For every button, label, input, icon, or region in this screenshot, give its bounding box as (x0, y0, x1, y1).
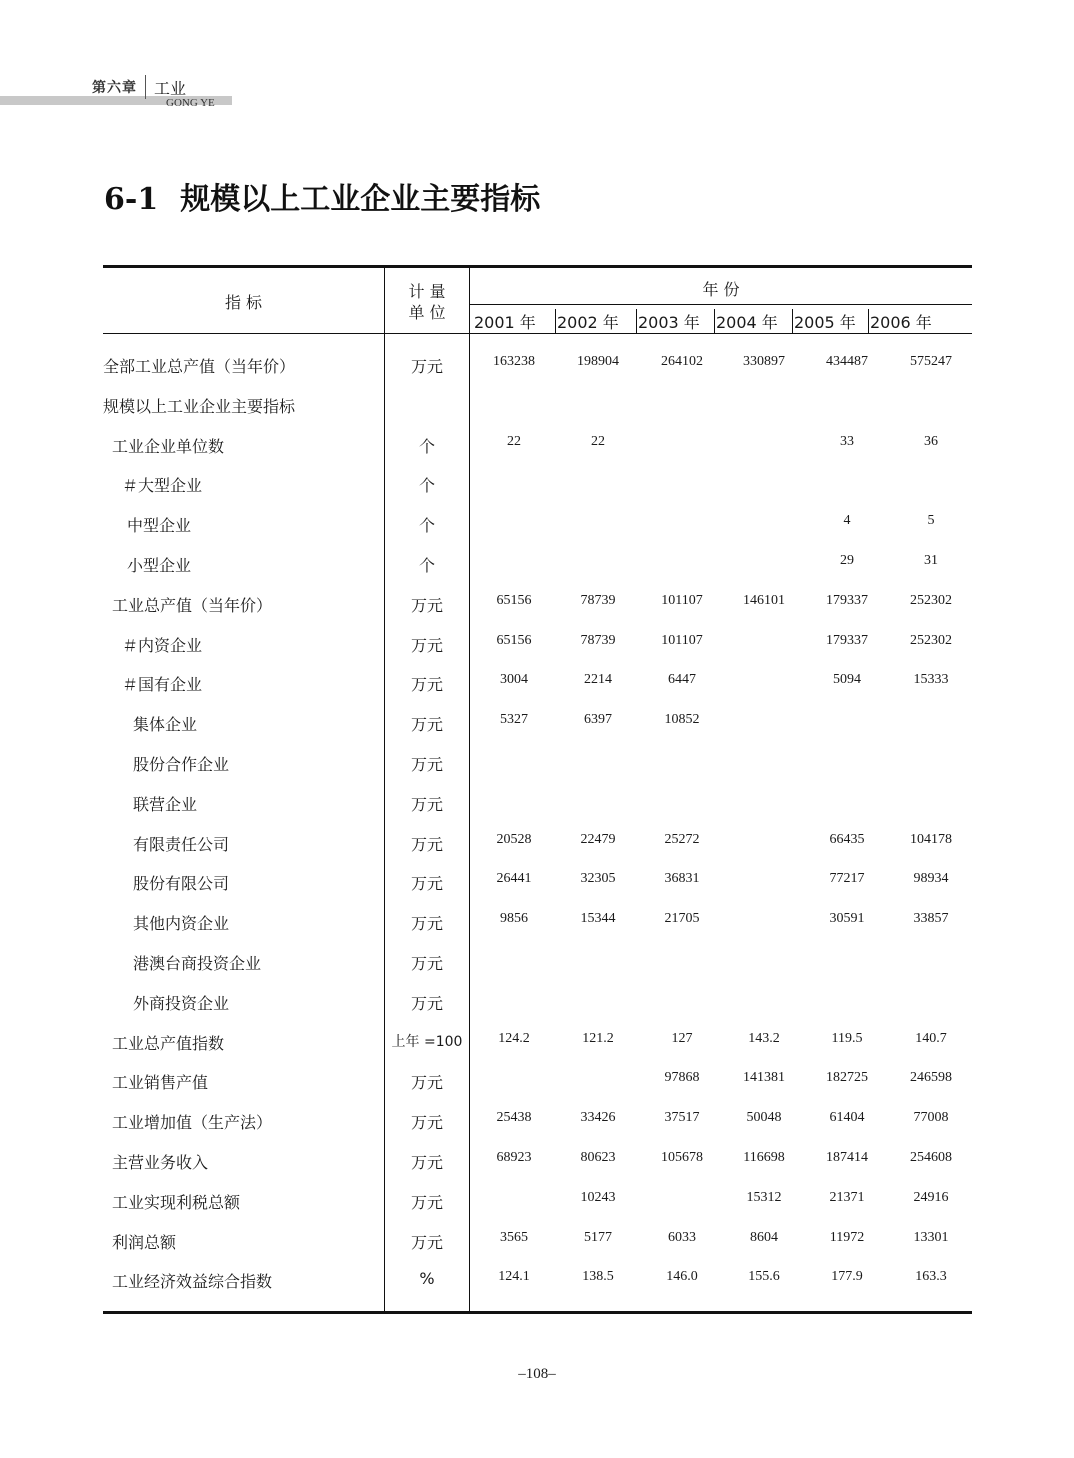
table-row (0, 792, 1074, 832)
table-row (0, 1230, 1074, 1270)
row-label: 集体企业 (133, 715, 198, 735)
row-value: 33857 (913, 911, 949, 927)
chapter-divider (145, 75, 146, 99)
row-value: 246598 (910, 1070, 952, 1086)
year-column-tick (555, 309, 556, 333)
table-bottom-rule (103, 1311, 972, 1314)
table-row (0, 593, 1074, 633)
header-unit-line2: 单 位 (408, 303, 446, 322)
row-value: 146.0 (666, 1269, 698, 1285)
row-label: 工业总产值指数 (112, 1033, 225, 1053)
table-row (0, 633, 1074, 673)
header-unit (385, 281, 469, 323)
row-value: 78739 (580, 592, 616, 608)
row-unit: 上年 =100 (391, 1033, 463, 1050)
row-value: 116698 (743, 1150, 785, 1165)
row-value: 33426 (580, 1110, 616, 1126)
row-value: 6447 (668, 672, 696, 688)
row-value: 187414 (826, 1150, 868, 1165)
row-unit: 万元 (410, 1153, 443, 1172)
row-value: 143.2 (748, 1030, 780, 1046)
row-value: 50048 (746, 1110, 782, 1126)
row-value: 66435 (829, 831, 865, 847)
header-indicator: 指 标 (224, 293, 263, 312)
row-unit: 万元 (410, 1113, 443, 1133)
row-unit: 万元 (410, 874, 443, 894)
row-value: 140.7 (915, 1030, 947, 1046)
row-value: 97868 (664, 1070, 700, 1086)
row-value: 65156 (496, 592, 532, 608)
year-column-tick (636, 309, 637, 333)
row-unit: 万元 (410, 1232, 443, 1252)
row-value: 101107 (661, 592, 703, 608)
row-unit: 万元 (410, 954, 443, 973)
row-value: 29 (840, 553, 854, 568)
table-row (0, 911, 1074, 951)
row-unit: 万元 (410, 715, 443, 735)
row-value: 36 (924, 433, 938, 449)
row-value: 31 (924, 553, 938, 568)
year-header-4 (714, 309, 778, 333)
row-value: 330897 (743, 354, 785, 369)
row-value: 9856 (500, 911, 528, 927)
table-row (0, 1269, 1074, 1309)
row-label: 主营业务收入 (112, 1153, 209, 1172)
year-column-tick (868, 309, 869, 333)
row-value: 11972 (829, 1229, 865, 1245)
row-value: 78739 (580, 632, 616, 648)
row-value: 13301 (913, 1229, 949, 1245)
table-number: 6-1 (104, 182, 159, 217)
row-label: 规模以上工业企业主要指标 (103, 396, 296, 416)
row-value: 179337 (826, 592, 868, 608)
row-label: 工业实现利税总额 (112, 1192, 241, 1212)
row-value: 105678 (661, 1150, 703, 1165)
year-header-5 (792, 309, 856, 333)
row-label: 联营企业 (133, 794, 198, 814)
row-value: 3004 (500, 672, 528, 688)
year-label: 2004 年 (716, 312, 778, 332)
table-title: 规模以上工业企业主要指标 (180, 182, 541, 217)
row-value: 2214 (584, 672, 612, 688)
year-label: 2002 年 (557, 312, 619, 332)
row-value: 37517 (664, 1110, 700, 1126)
table-row (0, 513, 1074, 553)
table-row (0, 672, 1074, 712)
row-value: 124.2 (498, 1030, 530, 1046)
row-value: 15333 (913, 672, 949, 688)
row-unit: 万元 (410, 595, 443, 615)
row-value: 6033 (668, 1229, 696, 1245)
row-unit: 万元 (410, 755, 443, 774)
row-value: 264102 (661, 354, 703, 369)
table-row (0, 752, 1074, 792)
row-label: 工业增加值（生产法） (112, 1113, 273, 1133)
row-value: 575247 (910, 354, 952, 369)
row-unit: 万元 (410, 794, 443, 814)
year-header-6 (868, 309, 932, 333)
row-value: 104178 (910, 831, 952, 847)
row-value: 65156 (496, 632, 532, 648)
row-label: 股份合作企业 (133, 755, 230, 774)
row-value: 434487 (826, 354, 868, 369)
page-title (104, 174, 540, 218)
row-label: 工业企业单位数 (112, 436, 225, 456)
table-row (0, 394, 1074, 434)
year-label: 2005 年 (794, 312, 856, 332)
table-row (0, 1150, 1074, 1190)
row-label: 全部工业总产值（当年价） (103, 357, 296, 376)
row-value: 10852 (664, 712, 700, 728)
row-value: 8604 (750, 1229, 778, 1245)
row-value: 141381 (743, 1070, 785, 1086)
page-number: –108– (518, 1366, 556, 1382)
row-label: ＃国有企业 (122, 675, 203, 695)
row-label: 港澳台商投资企业 (133, 954, 262, 973)
row-value: 77217 (829, 871, 865, 887)
row-value: 163.3 (915, 1269, 947, 1285)
row-value: 80623 (580, 1150, 616, 1165)
row-value: 15344 (580, 911, 616, 927)
row-value: 36831 (664, 871, 700, 887)
table-row (0, 951, 1074, 991)
row-value: 25438 (496, 1110, 532, 1126)
row-value: 127 (671, 1030, 693, 1046)
row-value: 124.1 (498, 1269, 530, 1285)
row-value: 30591 (829, 911, 865, 927)
row-value: 20528 (496, 831, 532, 847)
row-value: 10243 (580, 1189, 616, 1205)
row-label: 中型企业 (127, 516, 192, 536)
row-value: 26441 (496, 871, 532, 887)
year-column-tick (792, 309, 793, 333)
row-label: 外商投资企业 (133, 993, 230, 1013)
year-header-3 (636, 309, 700, 333)
table-header-rule (103, 333, 972, 334)
row-unit: 万元 (410, 635, 443, 655)
table-row (0, 712, 1074, 752)
row-value: 101107 (661, 632, 703, 648)
row-value: 252302 (910, 592, 952, 608)
chapter-pinyin: GONG YE (166, 97, 215, 109)
row-value: 254608 (910, 1150, 952, 1165)
row-value: 121.2 (582, 1030, 614, 1046)
row-value: 5094 (833, 672, 861, 688)
table-row (0, 434, 1074, 474)
row-value: 21705 (664, 911, 700, 927)
row-value: 179337 (826, 632, 868, 648)
row-value: 15312 (746, 1189, 782, 1205)
year-label: 2003 年 (638, 312, 700, 332)
table-row (0, 553, 1074, 593)
row-value: 22 (507, 433, 521, 449)
table-row (0, 832, 1074, 872)
row-value: 163238 (493, 354, 535, 369)
row-unit: 万元 (410, 1073, 443, 1093)
row-label: 工业总产值（当年价） (112, 595, 273, 615)
header-years: 年 份 (702, 280, 740, 299)
row-unit: 万元 (410, 834, 443, 854)
row-unit: 个 (418, 556, 435, 575)
row-unit: 万元 (410, 1192, 443, 1212)
table-row (0, 1190, 1074, 1230)
row-value: 77008 (913, 1110, 949, 1126)
table-row (0, 1070, 1074, 1110)
year-label: 2006 年 (870, 312, 932, 332)
row-value: 155.6 (748, 1269, 780, 1285)
row-value: 177.9 (831, 1269, 863, 1285)
row-value: 6397 (584, 712, 612, 728)
table-row (0, 473, 1074, 513)
row-label: 利润总额 (112, 1232, 177, 1252)
table-row (0, 871, 1074, 911)
row-label: 其他内资企业 (133, 914, 230, 934)
header-unit-line1: 计 量 (408, 282, 446, 301)
row-label: 有限责任公司 (133, 834, 230, 854)
row-value: 22479 (580, 831, 616, 847)
row-value: 24916 (913, 1189, 949, 1205)
row-value: 25272 (664, 831, 700, 847)
row-value: 4 (843, 513, 851, 529)
row-label: 股份有限公司 (133, 874, 230, 894)
row-value: 5177 (584, 1229, 612, 1245)
row-unit: 万元 (410, 914, 443, 934)
row-value: 32305 (580, 871, 616, 887)
year-header-1 (472, 309, 536, 333)
row-value: 252302 (910, 632, 952, 648)
row-value: 146101 (743, 592, 785, 608)
table-top-rule (103, 265, 972, 268)
year-header-2 (555, 309, 619, 333)
row-value: 33 (840, 433, 854, 449)
row-unit: 个 (418, 436, 435, 456)
row-value: 21371 (829, 1189, 865, 1205)
year-header-rule (470, 304, 972, 305)
table-row (0, 354, 1074, 394)
row-value: 3565 (500, 1229, 528, 1245)
table-row (0, 1031, 1074, 1071)
row-label: 小型企业 (127, 556, 192, 575)
row-value: 22 (591, 433, 605, 449)
table-row (0, 991, 1074, 1031)
chapter-seal: 第六章 (92, 80, 137, 96)
row-value: 5 (927, 513, 935, 529)
chapter-name: 工业 (154, 78, 187, 98)
row-value: 138.5 (582, 1269, 614, 1285)
row-value: 5327 (500, 712, 528, 728)
row-label: 工业经济效益综合指数 (112, 1272, 273, 1292)
row-label: 工业销售产值 (112, 1073, 209, 1093)
row-value: 182725 (826, 1070, 868, 1086)
row-value: 198904 (577, 354, 619, 369)
row-unit: 个 (418, 516, 435, 536)
row-unit: % (419, 1269, 435, 1289)
year-column-tick (714, 309, 715, 333)
year-label: 2001 年 (474, 312, 536, 332)
row-unit: 个 (418, 476, 435, 496)
row-label: ＃大型企业 (122, 476, 203, 496)
row-value: 119.5 (831, 1030, 863, 1046)
row-value: 98934 (913, 871, 949, 887)
chapter-header (92, 77, 186, 97)
row-unit: 万元 (410, 993, 443, 1013)
table-row (0, 1110, 1074, 1150)
row-value: 68923 (496, 1150, 532, 1165)
row-unit: 万元 (410, 357, 443, 376)
row-value: 61404 (829, 1110, 865, 1126)
row-label: ＃内资企业 (122, 635, 203, 655)
row-unit: 万元 (410, 675, 443, 695)
